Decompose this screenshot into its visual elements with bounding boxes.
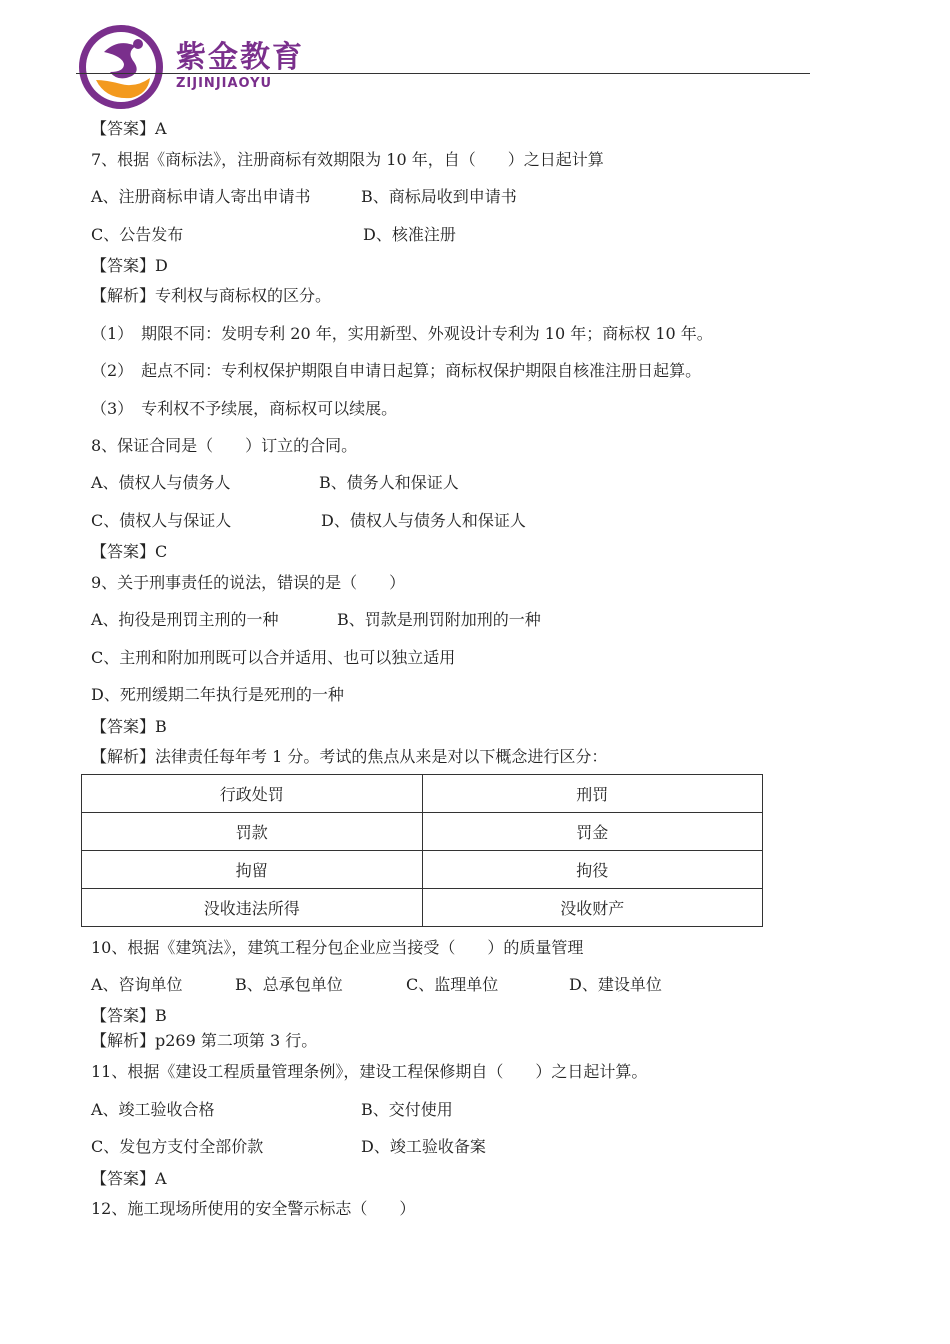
option-10d: D、建设单位 [569, 975, 662, 994]
option-7a: A、注册商标申请人寄出申请书 [91, 187, 311, 206]
explanation-7: 【解析】专利权与商标权的区分。 [91, 286, 332, 305]
table-row [82, 813, 763, 851]
option-10a: A、咨询单位 [91, 975, 183, 994]
table-cell: 拘役 [422, 851, 763, 889]
table-row [82, 889, 763, 927]
answer-6: 【答案】A [91, 119, 167, 138]
option-8d: D、债权人与债务人和保证人 [321, 511, 526, 530]
table-row [82, 775, 763, 813]
answer-10: 【答案】B [91, 1006, 167, 1025]
option-11a: A、竣工验收合格 [91, 1100, 215, 1119]
explanation-7-item-3: （3） 专利权不予续展，商标权可以续展。 [91, 399, 398, 418]
option-10b: B、总承包单位 [235, 975, 343, 994]
table-cell: 刑罚 [422, 775, 763, 813]
question-9: 9、关于刑事责任的说法，错误的是（ ） [91, 573, 406, 592]
table-row [82, 851, 763, 889]
option-9a: A、拘役是刑罚主刑的一种 [91, 610, 279, 629]
question-11: 11、根据《建设工程质量管理条例》，建设工程保修期自（ ）之日起计算。 [91, 1062, 648, 1081]
option-11b: B、交付使用 [361, 1100, 453, 1119]
explanation-7-item-2: （2） 起点不同：专利权保护期限自申请日起算；商标权保护期限自核准注册日起算。 [91, 361, 702, 380]
question-8: 8、保证合同是（ ）订立的合同。 [91, 436, 358, 455]
table-cell: 行政处罚 [82, 775, 423, 813]
option-9d: D、死刑缓期二年执行是死刑的一种 [91, 685, 344, 704]
answer-7: 【答案】D [91, 256, 168, 275]
option-8a: A、债权人与债务人 [91, 473, 231, 492]
option-11c: C、发包方支付全部价款 [91, 1137, 264, 1156]
logo-icon [76, 22, 166, 112]
option-11d: D、竣工验收备案 [361, 1137, 486, 1156]
option-7b: B、商标局收到申请书 [361, 187, 517, 206]
table-cell: 拘留 [82, 851, 423, 889]
table-cell: 没收财产 [422, 889, 763, 927]
option-8c: C、债权人与保证人 [91, 511, 232, 530]
question-12: 12、施工现场所使用的安全警示标志（ ） [91, 1199, 416, 1218]
option-8b: B、债务人和保证人 [319, 473, 459, 492]
option-10c: C、监理单位 [406, 975, 499, 994]
question-10: 10、根据《建筑法》，建筑工程分包企业应当接受（ ）的质量管理 [91, 938, 584, 957]
answer-8: 【答案】C [91, 542, 168, 561]
explanation-9: 【解析】法律责任每年考 1 分。考试的焦点从来是对以下概念进行区分： [91, 747, 608, 766]
table-cell: 罚金 [422, 813, 763, 851]
option-7d: D、核准注册 [363, 225, 456, 244]
table-cell: 没收违法所得 [82, 889, 423, 927]
brand-name-en: ZIJINJIAOYU [176, 76, 273, 91]
answer-9: 【答案】B [91, 717, 167, 736]
question-7: 7、根据《商标法》，注册商标有效期限为 10 年，自（ ）之日起计算 [91, 150, 604, 169]
table-cell: 罚款 [82, 813, 423, 851]
comparison-table [81, 774, 763, 927]
explanation-7-item-1: （1） 期限不同：发明专利 20 年，实用新型、外观设计专利为 10 年；商标权 10 年。 [91, 324, 713, 343]
option-9c: C、主刑和附加刑既可以合并适用、也可以独立适用 [91, 648, 456, 667]
option-7c: C、公告发布 [91, 225, 184, 244]
option-9b: B、罚款是刑罚附加刑的一种 [337, 610, 541, 629]
explanation-10: 【解析】p269 第二项第 3 行。 [91, 1031, 318, 1050]
answer-11: 【答案】A [91, 1169, 167, 1188]
brand-name-cn: 紫金教育 [176, 40, 304, 75]
